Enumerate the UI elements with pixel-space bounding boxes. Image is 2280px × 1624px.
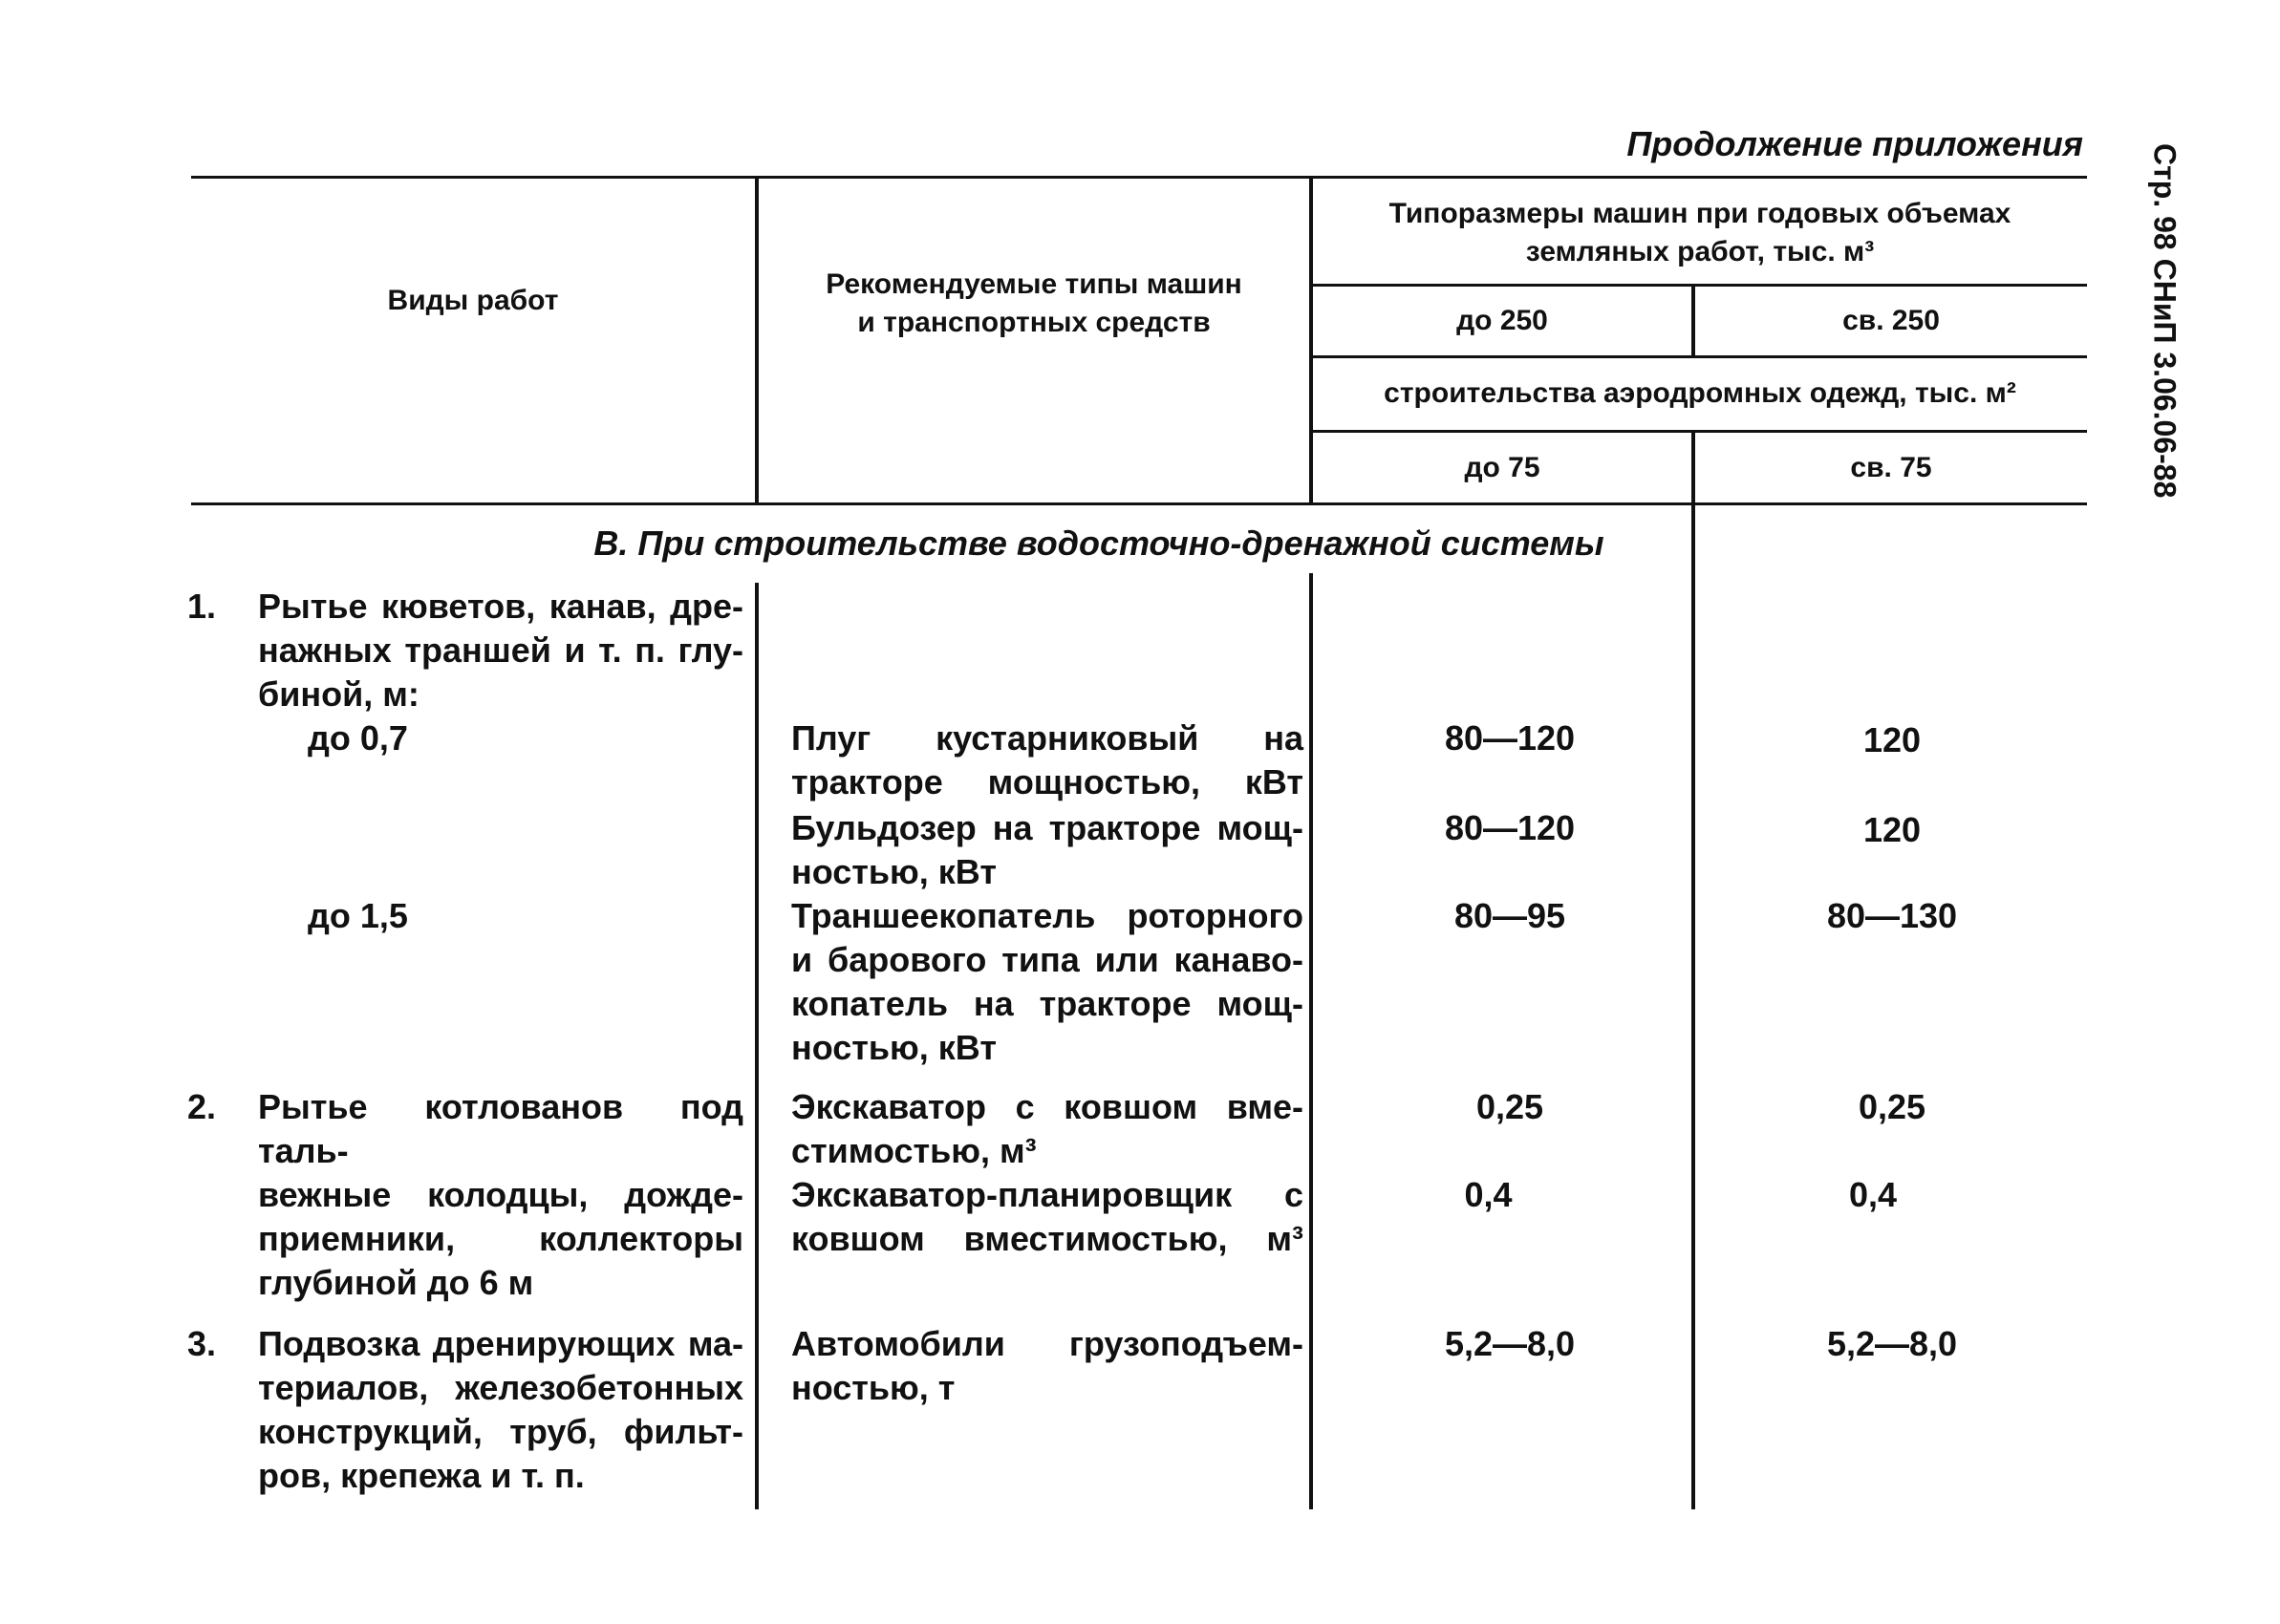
row2-machine1 [791, 1085, 1303, 1173]
row3-machine1 [791, 1322, 1303, 1410]
row2-work-line1: Рытье котлованов под таль- [258, 1087, 743, 1170]
row3-machine1-line1: Автомобили грузоподъем- [791, 1324, 1303, 1363]
row3-m1-value1: 5,2—8,0 [1444, 1324, 1576, 1363]
row1-machine2-line1: Бульдозер на тракторе мощ- [791, 808, 1303, 847]
row2-work-line3: приемники, коллекторы [258, 1219, 743, 1258]
header-over-75: св. 75 [1850, 452, 1932, 483]
row1-m1-value1: 80—120 [1444, 718, 1576, 758]
row1-machine1-line2: тракторе мощностью, кВт [791, 762, 1303, 801]
header-sizes-line1: Типоразмеры машин при годовых объемах [1388, 198, 2011, 229]
row3-work-line2: териалов, железобетонных [258, 1368, 743, 1407]
header-rule-2 [1311, 355, 2087, 358]
row2-work-line4: глубиной до 6 м [258, 1263, 534, 1302]
row1-work-line3: биной, м: [258, 674, 419, 714]
body-divider-1 [755, 583, 759, 1509]
body-divider-2 [1309, 573, 1313, 1509]
row1-m2-value2: 120 [1862, 810, 1922, 849]
row1-m3-value2: 80—130 [1826, 896, 1958, 935]
row1-machine1 [791, 716, 1303, 804]
row2-m2-value1: 0,4 [1464, 1175, 1513, 1214]
side-margin-text [2136, 143, 2193, 525]
row2-m1-value2: 0,25 [1858, 1087, 1926, 1126]
row1-m1-value2: 120 [1862, 720, 1922, 759]
row1-work-line2: нажных траншей и т. п. глу- [258, 630, 743, 670]
header-upto-250: до 250 [1456, 305, 1548, 336]
row1-machine2-line2: ностью, кВт [791, 852, 997, 891]
row1-sub1: до 0,7 [308, 718, 408, 758]
header-machine-types-line1: Рекомендуемые типы машин [826, 268, 1242, 300]
row2-machine2-line2: ковшом вместимостью, м³ [791, 1219, 1303, 1258]
row1-machine3-line2: и барового типа или канаво- [791, 940, 1303, 979]
row1-work [258, 585, 743, 716]
row2-machine2-line1: Экскаватор-планировщик с [791, 1175, 1303, 1214]
row3-work-line4: ров, крепежа и т. п. [258, 1456, 585, 1495]
header-sizes-line2: земляных работ, тыс. м³ [1525, 236, 1875, 267]
row3-work [258, 1322, 743, 1498]
header-bottom-rule [191, 502, 2087, 505]
header-top-rule [191, 176, 2087, 179]
row1-machine3-line4: ностью, кВт [791, 1028, 997, 1067]
row3-work-line3: конструкций, труб, фильт- [258, 1412, 743, 1451]
row3-machine1-line2: ностью, т [791, 1368, 956, 1407]
row2-work-line2: вежные колодцы, дожде- [258, 1175, 743, 1214]
row1-machine1-line1: Плуг кустарниковый на [791, 718, 1303, 758]
row3-number: 3. [187, 1324, 217, 1363]
header-upto-75: до 75 [1464, 452, 1540, 483]
row1-work-line1: Рытье кюветов, канав, дре- [258, 587, 743, 626]
row2-number: 2. [187, 1087, 217, 1126]
row3-m1-value2: 5,2—8,0 [1826, 1324, 1958, 1363]
row1-machine3-line1: Траншеекопатель роторного [791, 896, 1303, 935]
row1-machine2 [791, 806, 1303, 894]
row2-m1-value1: 0,25 [1475, 1087, 1544, 1126]
header-machine-types [759, 266, 1309, 342]
row1-m2-value1: 80—120 [1444, 808, 1576, 847]
body-divider-3 [1691, 504, 1695, 1509]
section-title: В. При строительстве водосточно-дренажной системы [593, 524, 1604, 563]
row2-m2-value2: 0,4 [1848, 1175, 1898, 1214]
continuation-title: Продолжение приложения [1626, 124, 2083, 163]
row2-work [258, 1085, 743, 1305]
row1-m3-value1: 80—95 [1453, 896, 1566, 935]
header-rule-1 [1311, 284, 2087, 287]
header-machine-types-line2: и транспортных средств [857, 307, 1211, 338]
header-over-250: св. 250 [1842, 305, 1940, 336]
row1-machine3-line3: копатель на тракторе мощ- [791, 984, 1303, 1023]
header-sizes [1313, 195, 2087, 271]
row2-machine2 [791, 1173, 1303, 1261]
header-rule-3 [1311, 430, 2087, 433]
row1-machine3 [791, 894, 1303, 1070]
row1-sub2: до 1,5 [308, 896, 408, 935]
side-margin-label: Стр. 98 СНиП 3.06.06-88 [2147, 143, 2183, 499]
row2-machine1-line2: стимостью, м³ [791, 1131, 1037, 1170]
row1-number: 1. [187, 587, 217, 626]
row2-machine1-line1: Экскаватор с ковшом вме- [791, 1087, 1303, 1126]
header-airfield: строительства аэродромных одежд, тыс. м² [1384, 377, 2016, 409]
header-work-types: Виды работ [387, 285, 559, 316]
row3-work-line1: Подвозка дренирующих ма- [258, 1324, 743, 1363]
